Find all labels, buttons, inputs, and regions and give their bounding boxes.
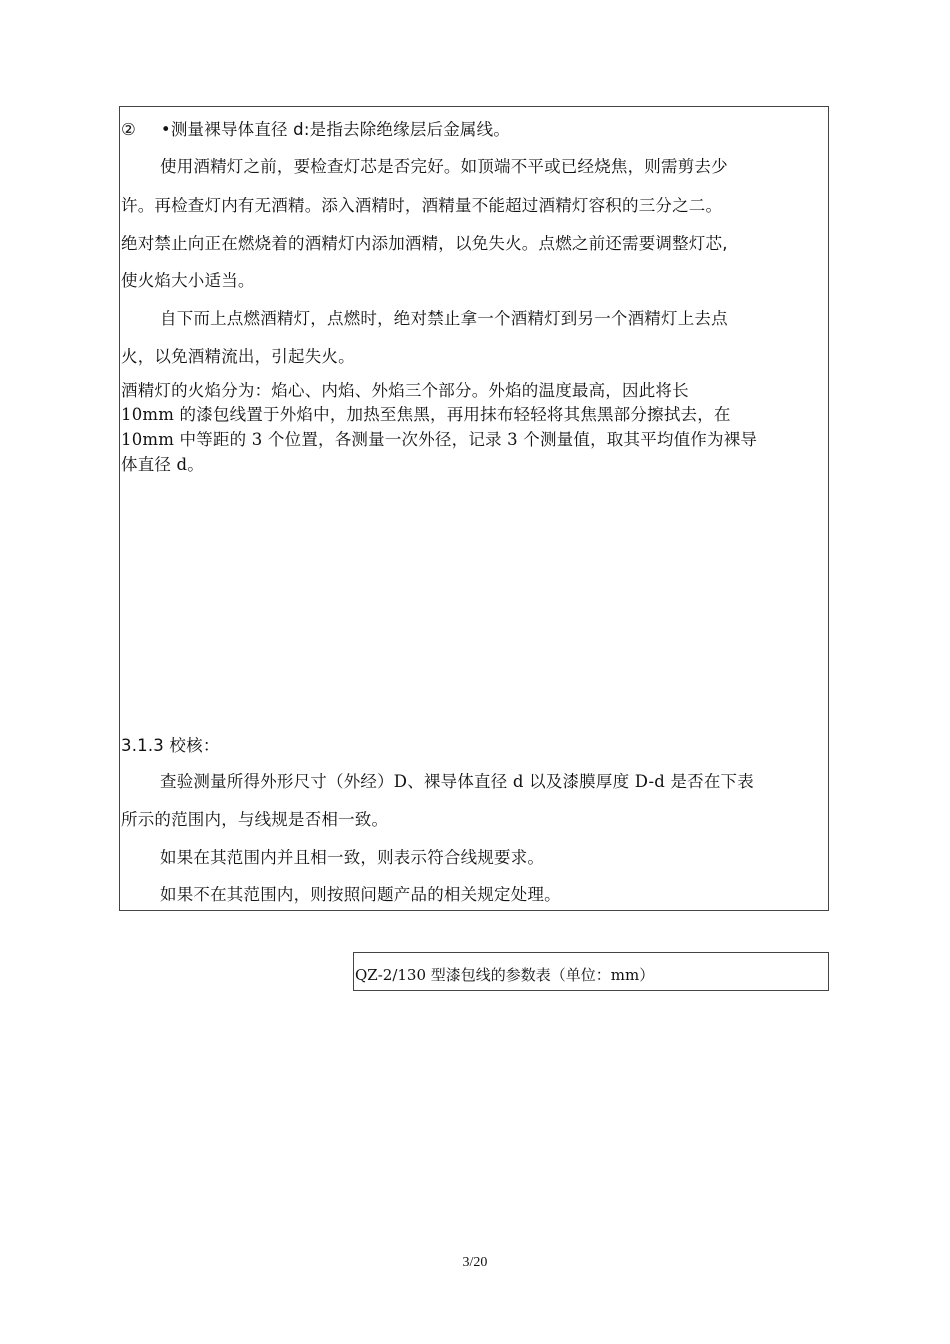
table-caption: QZ-2/130 型漆包线的参数表（单位：mm） xyxy=(355,966,655,984)
page-number: 3/20 xyxy=(462,1255,488,1270)
para3-line-2: 10mm 的漆包线置于外焰中，加热至焦黑，再用抹布轻轻将其焦黑部分擦拭去，在 xyxy=(121,405,731,424)
para1-line-3: 绝对禁止向正在燃烧着的酒精灯内添加酒精，以免失火。点燃之前还需要调整灯芯, xyxy=(121,234,728,253)
para3-line-3: 10mm 中等距的 3 个位置，各测量一次外径，记录 3 个测量值，取其平均值作为裸导 xyxy=(121,430,758,449)
check-line-2: 所示的范围内，与线规是否相一致。 xyxy=(121,810,389,829)
check-line-4: 如果不在其范围内，则按照问题产品的相关规定处理。 xyxy=(160,885,561,904)
para2-line-1: 自下而上点燃酒精灯，点燃时，绝对禁止拿一个酒精灯到另一个酒精灯上去点 xyxy=(160,309,728,328)
para1-line-2: 许。再检查灯内有无酒精。添入酒精时，酒精量不能超过酒精灯容积的三分之二。 xyxy=(121,196,723,215)
measure-item xyxy=(121,119,510,141)
para1-line-4: 使火焰大小适当。 xyxy=(121,271,255,290)
check-line-3: 如果在其范围内并且相一致，则表示符合线规要求。 xyxy=(160,848,545,867)
para1-line-1: 使用酒精灯之前，要检查灯芯是否完好。如顶端不平或已经烧焦，则需剪去少 xyxy=(160,157,728,176)
para3-line-1: 酒精灯的火焰分为：焰心、内焰、外焰三个部分。外焰的温度最高，因此将长 xyxy=(121,381,689,400)
check-heading: 3.1.3 校核： xyxy=(121,736,220,755)
check-line-1: 查验测量所得外形尺寸（外经）D、裸导体直径 d 以及漆膜厚度 D-d 是否在下表 xyxy=(160,772,754,791)
measure-title: •测量裸导体直径 d:是指去除绝缘层后金属线。 xyxy=(160,120,511,139)
item-marker: ② xyxy=(121,120,136,139)
para3-line-4: 体直径 d。 xyxy=(121,455,205,474)
para2-line-2: 火，以免酒精流出，引起失火。 xyxy=(121,347,355,366)
